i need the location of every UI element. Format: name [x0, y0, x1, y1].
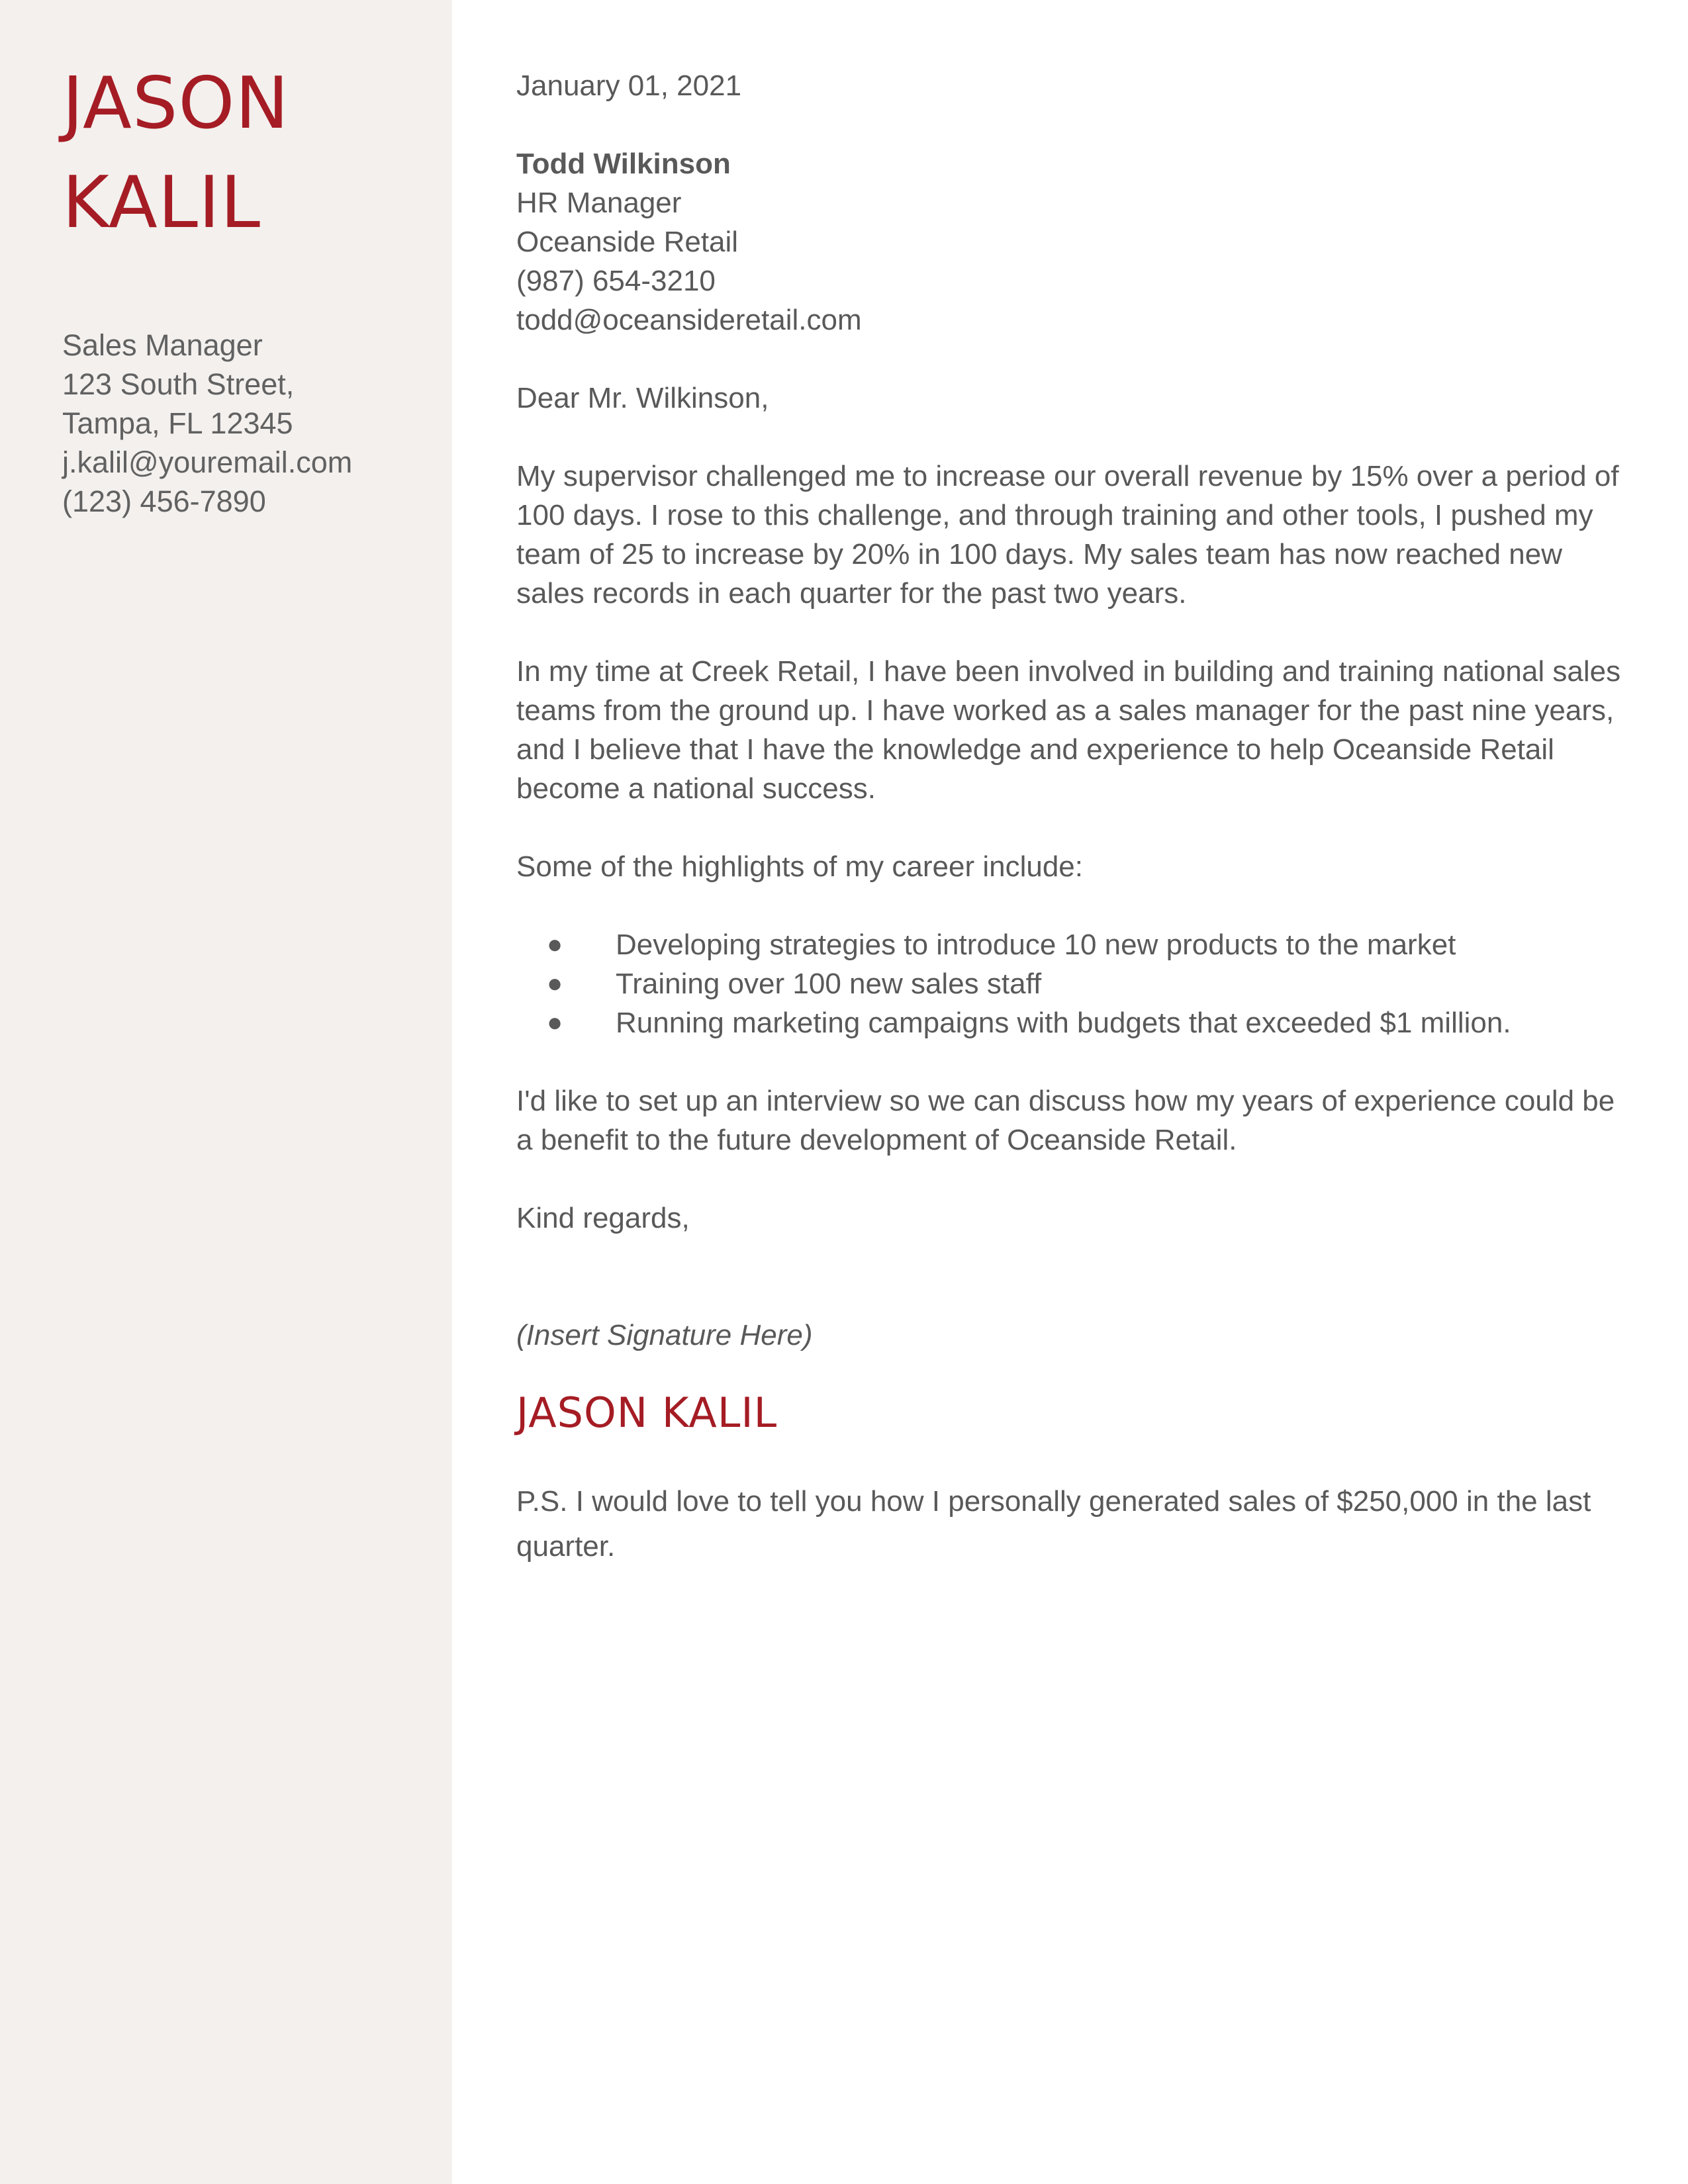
sidebar [0, 0, 452, 2184]
highlight-text: Running marketing campaigns with budgets that exceeded $1 million. [616, 1007, 1511, 1039]
highlights-list [516, 925, 1635, 1042]
applicant-contact [62, 326, 352, 521]
highlight-text: Training over 100 new sales staff [616, 968, 1042, 1000]
list-item [516, 964, 1635, 1003]
letter-body [516, 66, 1635, 1569]
applicant-address-line2: Tampa, FL 12345 [62, 406, 293, 440]
closing: Kind regards, [516, 1202, 690, 1234]
applicant-first-name: JASON [62, 62, 290, 145]
bullet-icon: ● [547, 969, 563, 998]
list-item [516, 925, 1635, 964]
paragraph-3: I'd like to set up an interview so we can discuss how my years of experience could be a benefit to the future development of Oceanside Retail. [516, 1085, 1615, 1156]
postscript: P.S. I would love to tell you how I personally generated sales of $250,000 in the last quarter. [516, 1485, 1591, 1563]
paragraph-2: In my time at Creek Retail, I have been involved in building and training national sales teams from the ground up. I have worked as a sales manager for the past nine years, and I believe that I have the knowledge and experience to help Oceanside Retail become a national success. [516, 655, 1621, 805]
applicant-name [62, 54, 289, 253]
applicant-title: Sales Manager [62, 328, 263, 362]
salutation: Dear Mr. Wilkinson, [516, 382, 769, 414]
letter-date: January 01, 2021 [516, 69, 742, 102]
list-item [516, 1003, 1635, 1042]
recipient-phone: (987) 654-3210 [516, 265, 716, 297]
paragraph-1: My supervisor challenged me to increase our overall revenue by 15% over a period of 100 days. I rose to this challenge, and through training and other tools, I pushed my team of 25 to increase by 20% in 100 days. My sales team has now reached new sales records in each quarter for the past two years. [516, 460, 1619, 610]
highlights-intro: Some of the highlights of my career include: [516, 850, 1084, 883]
recipient-title: HR Manager [516, 187, 682, 219]
recipient-company: Oceanside Retail [516, 226, 739, 258]
bullet-icon: ● [547, 930, 563, 959]
highlight-text: Developing strategies to introduce 10 new products to the market [616, 929, 1456, 961]
applicant-phone: (123) 456-7890 [62, 484, 266, 518]
recipient-block [516, 144, 1635, 340]
signer-name: JASON KALIL [516, 1388, 778, 1437]
signature-placeholder: (Insert Signature Here) [516, 1319, 813, 1351]
recipient-email: todd@oceansideretail.com [516, 304, 862, 336]
bullet-icon: ● [547, 1008, 563, 1037]
recipient-name: Todd Wilkinson [516, 148, 731, 180]
applicant-last-name: KALIL [62, 161, 261, 244]
applicant-email: j.kalil@youremail.com [62, 445, 353, 479]
applicant-address-line1: 123 South Street, [62, 367, 295, 401]
